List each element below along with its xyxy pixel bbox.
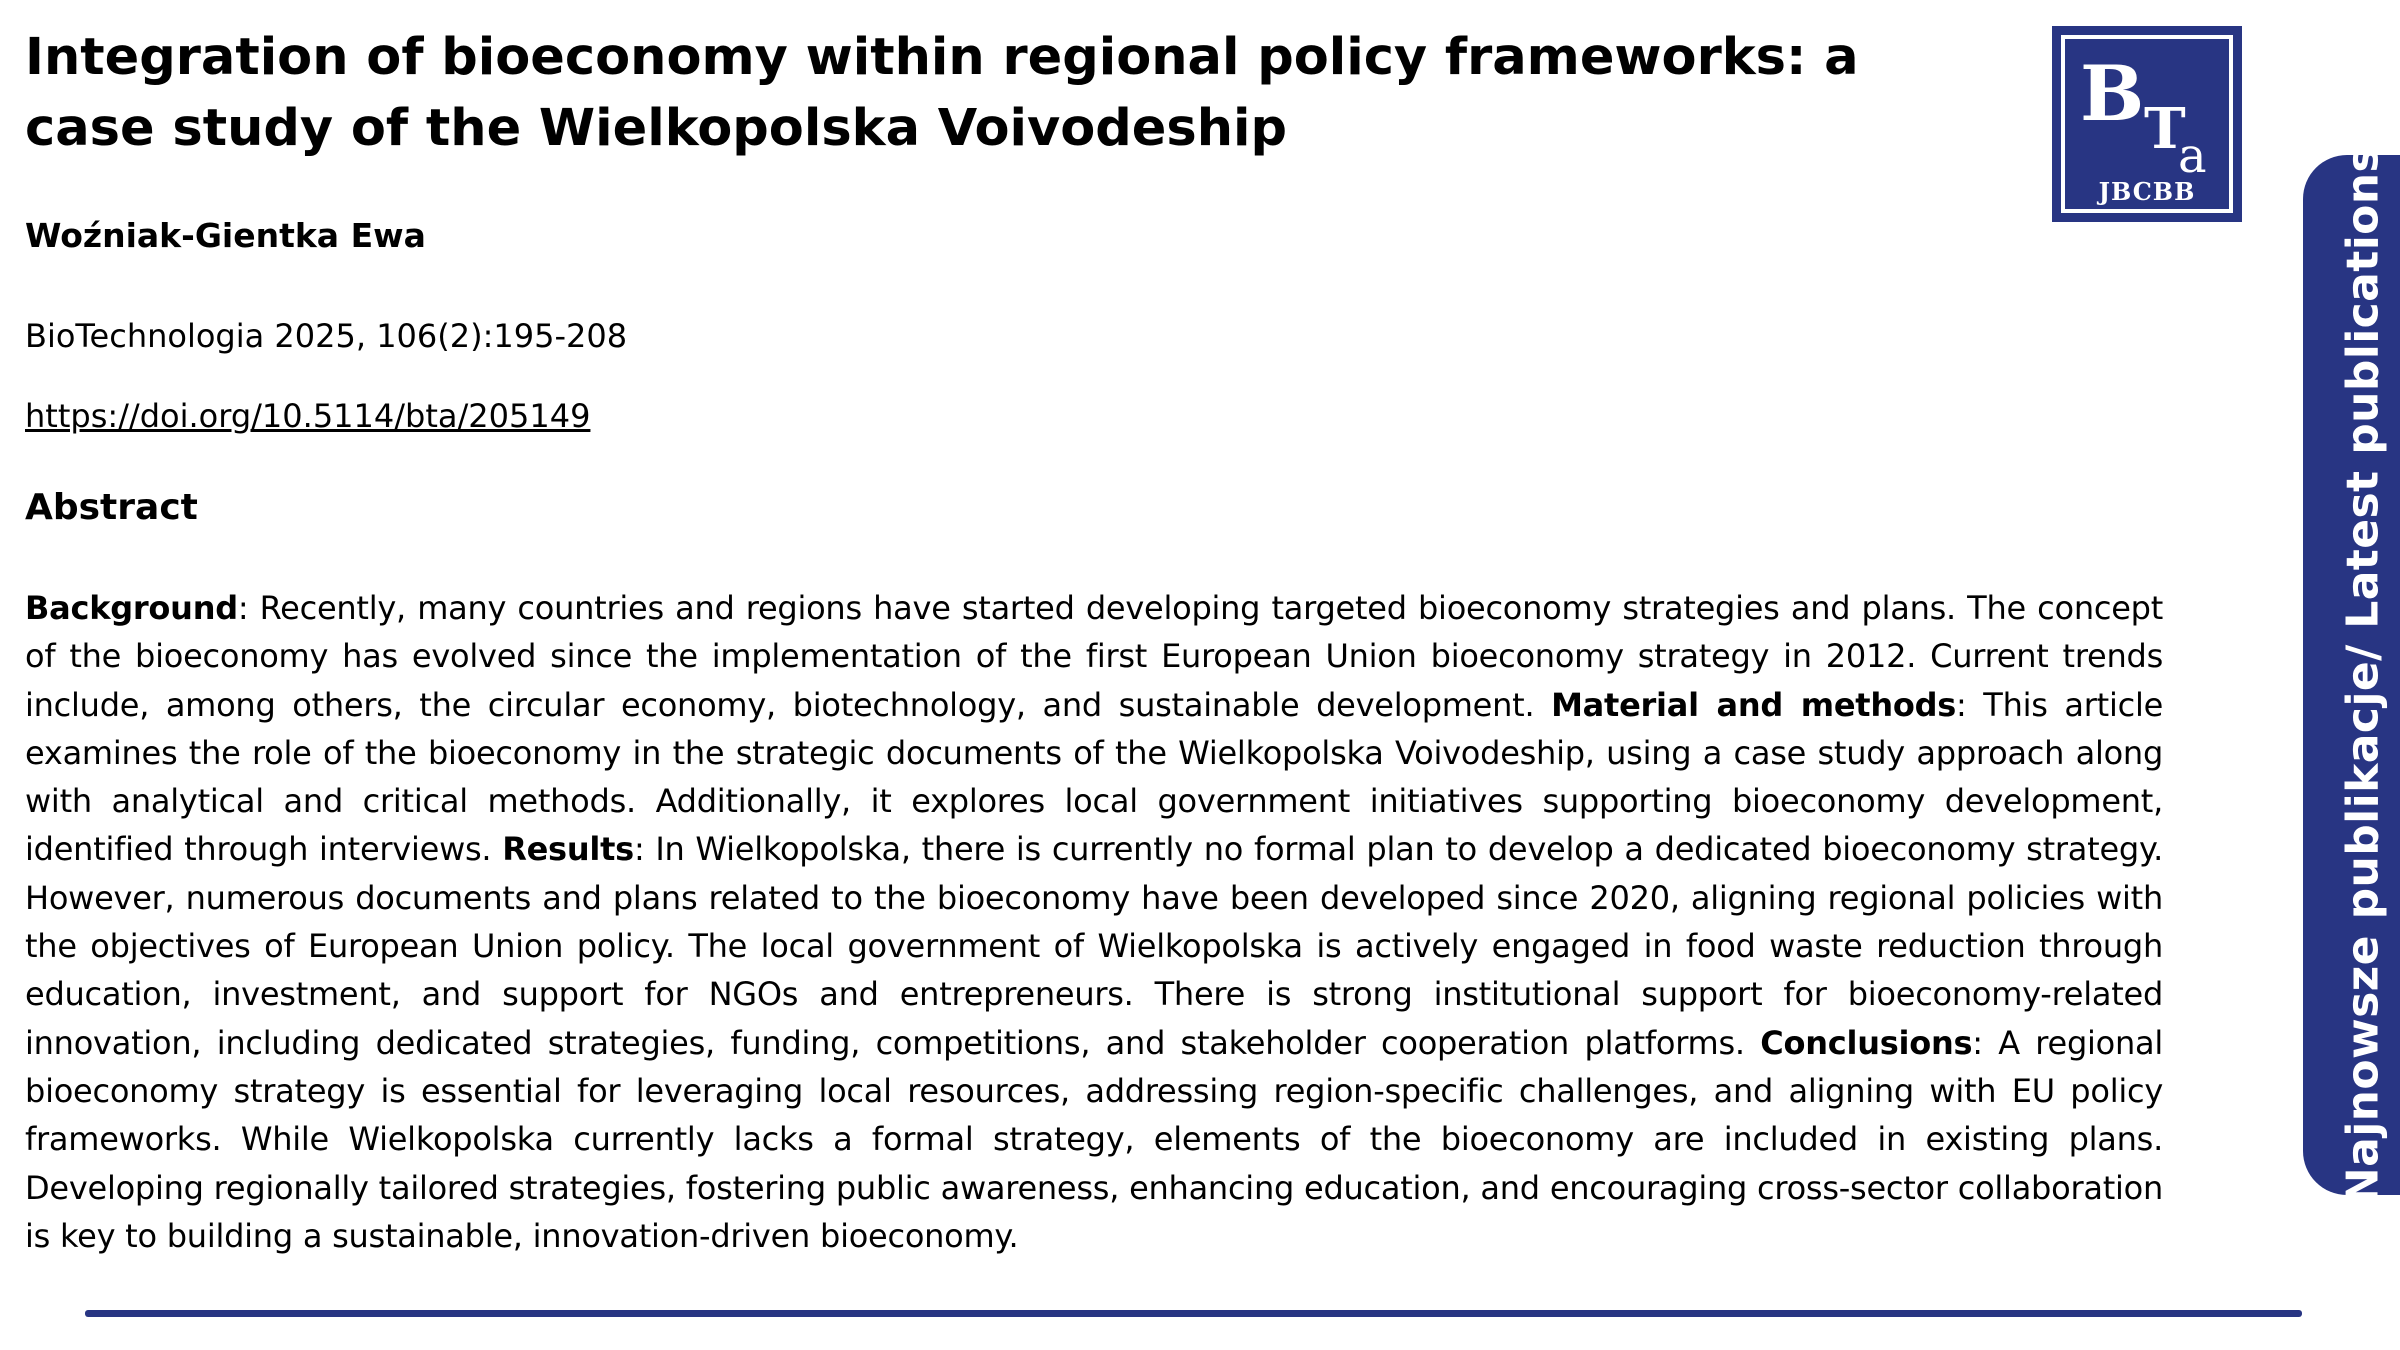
latest-publications-label: Najnowsze publikacje/ Latest publications <box>2337 145 2389 1205</box>
journal-logo <box>2052 26 2242 222</box>
article-author: Woźniak-Gientka Ewa <box>25 216 426 255</box>
logo-mark <box>2052 26 2242 222</box>
logo-caption: JBCBB <box>2098 177 2196 206</box>
abstract-heading: Abstract <box>25 487 198 528</box>
methods-label: Material and methods <box>1551 685 1957 724</box>
latest-publications-tab[interactable] <box>2303 145 2400 1205</box>
results-label: Results <box>502 830 634 869</box>
article-title: Integration of bioeconomy within regional policy frameworks: a case study of the Wielkopolska Voivodeship <box>25 28 1859 158</box>
conclusions-label: Conclusions <box>1760 1023 1973 1062</box>
background-label: Background <box>25 589 238 627</box>
logo-letter-a: a <box>2178 128 2207 184</box>
journal-citation: BioTechnologia 2025, 106(2):195-208 <box>25 317 628 355</box>
background-text: : Recently, many countries and regions have started developing targeted bioeconomy strategies and plans. The concept of the bioeconomy has evolved since the implementation of the first European Union bioeconomy strategy in 2012. Current trends include, among others, the circular economy, biotechnology, and sustainable development. <box>25 589 2163 724</box>
bottom-divider <box>85 1310 2302 1317</box>
conclusions-text: : A regional bioeconomy strategy is essential for leveraging local resources, addressing region-specific challenges, and aligning with EU policy frameworks. While Wielkopolska currently lacks a formal strategy, elements of the bioeconomy are included in existing plans. Developing regionally tailored strategies, fostering public awareness, enhancing education, and encouraging cross-sector collaboration is key to building a sustainable, innovation-driven bioeconomy. <box>25 1023 2164 1255</box>
methods-text: : This article examines the role of the bioeconomy in the strategic documents of the Wielkopolska Voivodeship, using a case study approach along with analytical and critical methods. Additionally, it explores local government initiatives supporting bioeconomy development, identified through interviews. <box>25 685 2164 869</box>
doi-link[interactable]: https://doi.org/10.5114/bta/205149 <box>25 397 591 435</box>
logo-letter-t: T <box>2144 96 2186 162</box>
results-text: : In Wielkopolska, there is currently no formal plan to develop a dedicated bioeconomy strategy. However, numerous documents and plans related to the bioeconomy have been developed since 2020, aligning regional policies with the objectives of European Union policy. The local government of Wielkopolska is actively engaged in food waste reduction through education, investment, and support for NGOs and entrepreneurs. There is strong institutional support for bioeconomy-related innovation, including dedicated strategies, funding, competitions, and stakeholder cooperation platforms. <box>25 830 2164 1062</box>
logo-letter-b: B <box>2080 49 2145 138</box>
abstract-body <box>25 584 2163 1260</box>
